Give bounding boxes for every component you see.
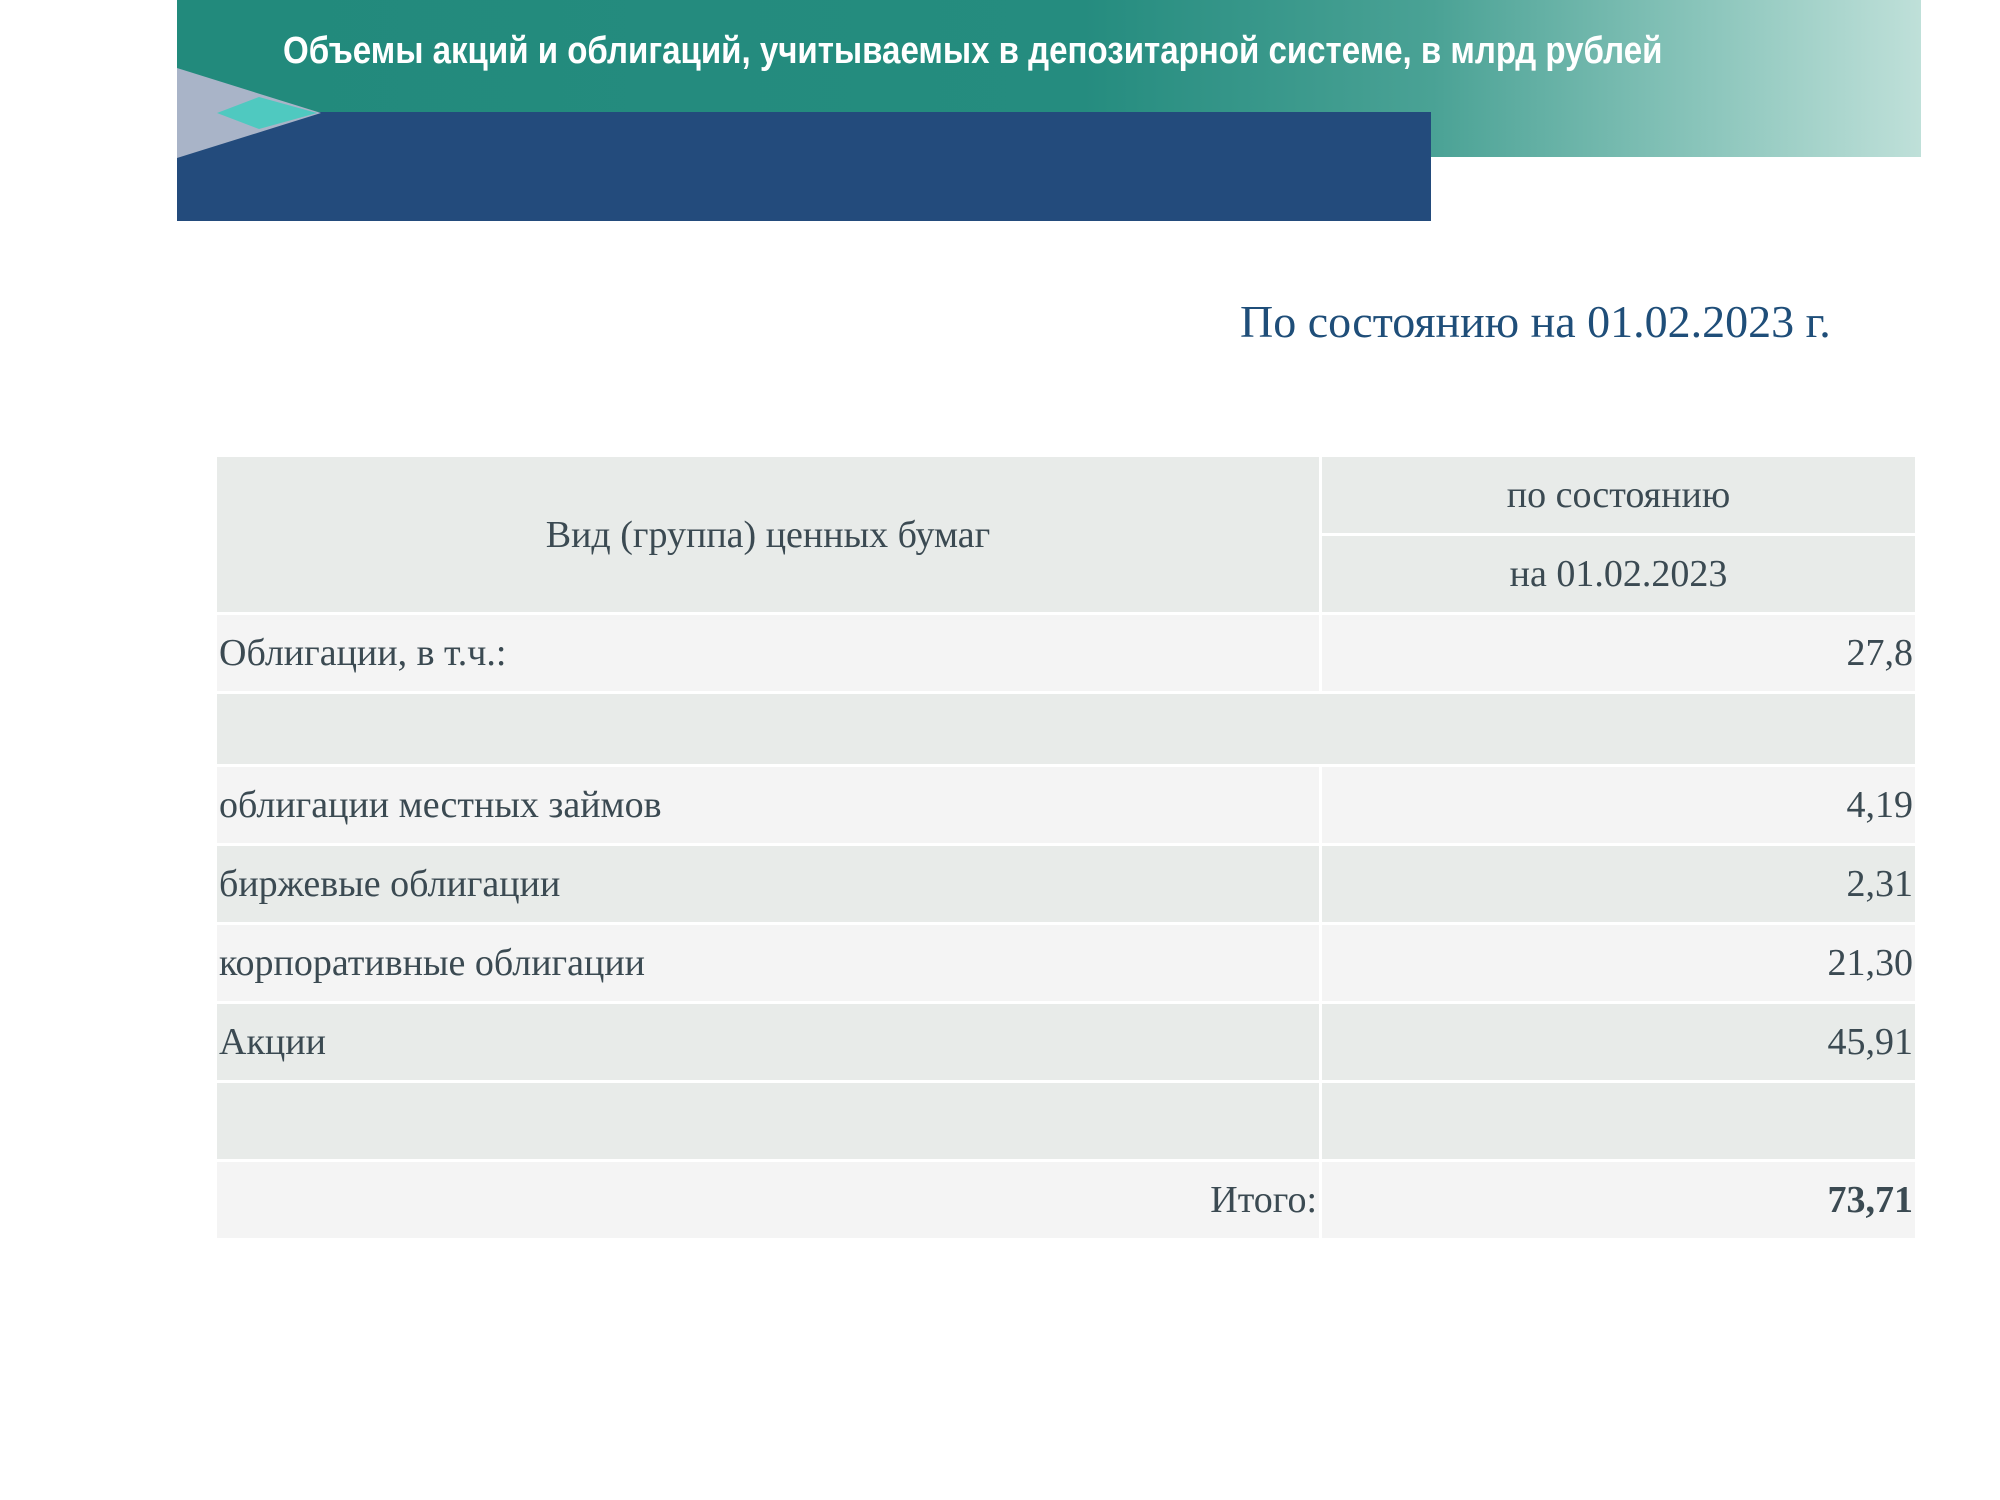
row-label: Акции (217, 1004, 1319, 1080)
header-col-date-line2: на 01.02.2023 (1322, 536, 1915, 612)
table-row (217, 925, 1915, 1001)
row-value: 27,8 (1322, 615, 1915, 691)
empty-cell (217, 1083, 1319, 1159)
header-blue-band (177, 112, 1431, 221)
row-value: 4,19 (1322, 767, 1915, 843)
row-label: облигации местных займов (217, 767, 1319, 843)
arrow-decoration-icon (177, 68, 321, 158)
row-label: Облигации, в т.ч.: (217, 615, 1319, 691)
securities-table (217, 457, 1915, 1241)
row-label: биржевые облигации (217, 846, 1319, 922)
header-col-date (1322, 457, 1915, 612)
page-title: Объемы акций и облигаций, учитываемых в депозитарной системе, в млрд рублей (283, 30, 1663, 72)
row-value: 21,30 (1322, 925, 1915, 1001)
total-value: 73,71 (1322, 1162, 1915, 1238)
row-label: корпоративные облигации (217, 925, 1319, 1001)
total-label: Итого: (217, 1162, 1319, 1238)
date-caption: По состоянию на 01.02.2023 г. (1240, 296, 1831, 347)
header-col-type: Вид (группа) ценных бумаг (217, 457, 1319, 612)
total-row (217, 1162, 1915, 1238)
table-row (217, 767, 1915, 843)
row-value: 2,31 (1322, 846, 1915, 922)
table-row (217, 615, 1915, 691)
row-value: 45,91 (1322, 1004, 1915, 1080)
table-header-row (217, 457, 1915, 612)
header-col-date-line1: по состоянию (1322, 457, 1915, 533)
table-row (217, 1004, 1915, 1080)
empty-row (217, 1083, 1915, 1159)
spacer-row (217, 694, 1915, 764)
empty-cell (1322, 1083, 1915, 1159)
table-row (217, 846, 1915, 922)
